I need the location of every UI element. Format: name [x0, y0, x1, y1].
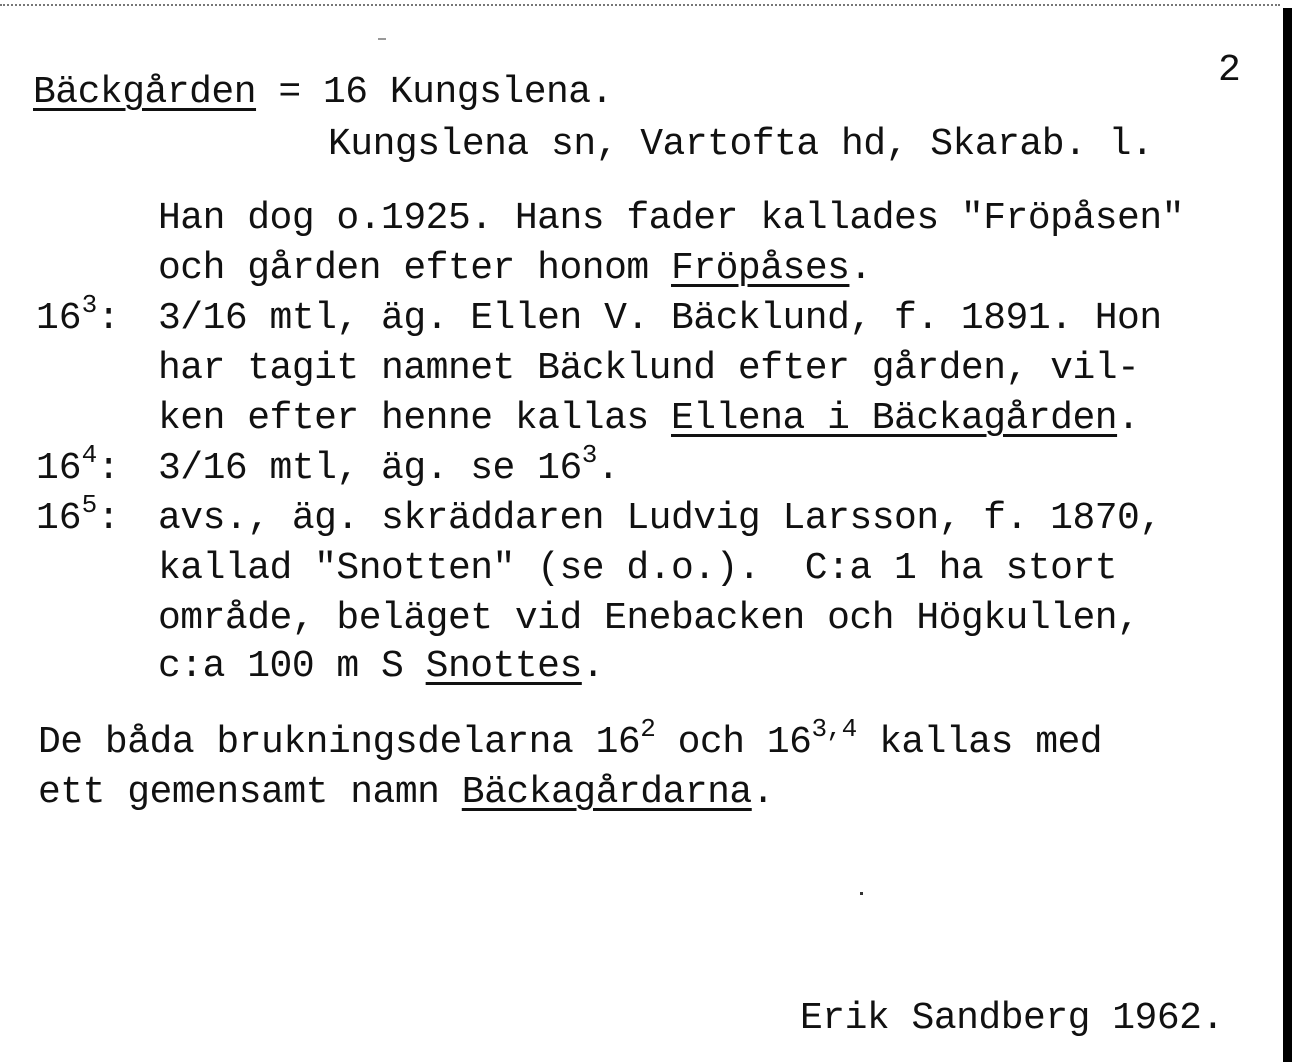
body-line-2-text: och gården efter honom [158, 247, 671, 290]
place-designation: = 16 Kungslena. [256, 71, 613, 114]
card-top-edge [0, 4, 1280, 6]
entry-label-colon: : [97, 497, 121, 540]
farm-name-fropases: Fröpåses [671, 247, 850, 290]
entry-label-sup: 5 [81, 490, 98, 520]
entry-16-3-line-2: har tagit namnet Bäcklund efter gården, vil- [158, 347, 1140, 390]
summary-text-2: och 16 [655, 721, 812, 764]
entry-16-4-line-1 [158, 440, 620, 490]
body-line-1: Han dog o.1925. Hans fader kallades "Fröpåsen" [158, 197, 1184, 240]
speck [378, 38, 386, 40]
entry-16-5-line-4-end: . [581, 645, 605, 688]
speck [860, 892, 863, 895]
nickname-ellena: Ellena i Bäckagården [671, 397, 1118, 440]
header-location: Kungslena sn, Vartofta hd, Skarab. l. [328, 123, 1154, 166]
entry-label-colon: : [97, 297, 121, 340]
body-line-2-end: . [849, 247, 872, 290]
header-title-line [33, 72, 613, 114]
entry-16-4-text: 3/16 mtl, äg. se 16 [158, 447, 582, 490]
entry-label-16-5 [36, 490, 121, 540]
summary-line-2 [38, 772, 774, 814]
entry-16-5-line-3: område, beläget vid Enebacken och Högkullen, [158, 597, 1140, 640]
entry-label-16-3 [36, 290, 121, 340]
place-snottes: Snottes [425, 645, 582, 688]
entry-16-5-line-4 [158, 646, 604, 688]
signature: Erik Sandberg 1962. [800, 997, 1224, 1040]
entry-16-5-line-1: avs., äg. skräddaren Ludvig Larsson, f. 1870, [158, 497, 1162, 540]
entry-16-3-line-3 [158, 398, 1139, 440]
summary-line-2-text: ett gemensamt namn [38, 771, 462, 814]
entry-label-16-4 [36, 440, 121, 490]
summary-line-1 [38, 714, 1103, 764]
entry-16-4-end: . [596, 447, 620, 490]
summary-text-1: De båda brukningsdelarna 16 [38, 721, 641, 764]
summary-sup-2: 3,4 [811, 714, 857, 744]
entry-label-number: 16 [36, 497, 82, 540]
collective-name: Bäckagårdarna [461, 771, 752, 814]
entry-label-number: 16 [36, 447, 82, 490]
entry-label-sup: 3 [81, 290, 98, 320]
entry-16-3-line-3-text: ken efter henne kallas [158, 397, 671, 440]
entry-16-3-line-3-end: . [1117, 397, 1140, 440]
entry-16-4-sup: 3 [581, 440, 597, 470]
summary-text-3: kallas med [856, 721, 1103, 764]
card-right-edge [1283, 8, 1292, 1062]
place-name: Bäckgården [33, 71, 257, 114]
page-number: 2 [1218, 49, 1241, 92]
summary-sup-1: 2 [640, 714, 656, 744]
entry-16-5-line-2: kallad "Snotten" (se d.o.). C:a 1 ha stort [158, 547, 1118, 590]
body-line-2 [158, 248, 872, 290]
entry-16-5-line-4-text: c:a 100 m S [158, 645, 426, 688]
entry-label-sup: 4 [81, 440, 98, 470]
entry-16-3-line-1: 3/16 mtl, äg. Ellen V. Bäcklund, f. 1891. Hon [158, 297, 1162, 340]
entry-label-number: 16 [36, 297, 82, 340]
entry-label-colon: : [97, 447, 121, 490]
summary-line-2-end: . [751, 771, 775, 814]
